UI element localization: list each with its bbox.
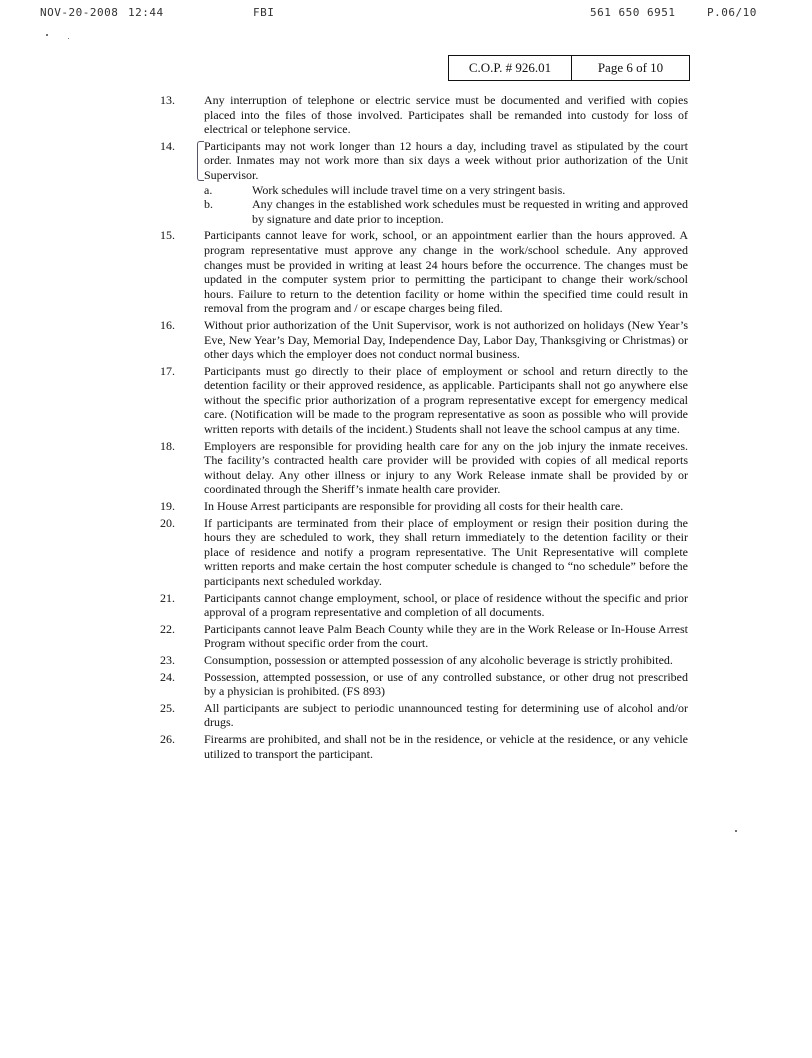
rule-21 bbox=[160, 591, 688, 620]
fax-date: NOV-20-2008 bbox=[40, 6, 119, 19]
rule-text: Participants cannot leave for work, school, or an appointment earlier than the hours approved. A program representative must approve any change in the work/school schedule. Any approved changes must be provided in writing at least 24 hours before the occurrence. The changes must be updated in the computer system prior to permitting the participant to change their work/school hours. Failure to return to the detention facility or home within the specified time could result in removal from the program and / or escape charges being filed. bbox=[204, 228, 688, 316]
rule-text: Participants must go directly to their place of employment or school and return directly to the detention facility or their approved residence, as applicable. Participants shall not go anywhere else without the specific prior authorization of a program representative except for emergency medical care. (Notification will be made to the program representative as soon as possible who will provide written reports with details of the incident.) Students shall not leave the school campus at any time. bbox=[204, 363, 688, 437]
rule-number: 21. bbox=[160, 590, 175, 605]
rule-text: Participants cannot change employment, school, or place of residence without the specific and prior approval of a program representative and completion of all documents. bbox=[204, 590, 688, 620]
rule-text: Firearms are prohibited, and shall not be in the residence, or vehicle at the residence, or any vehicle utilized to transport the participant. bbox=[204, 731, 688, 761]
handwritten-bracket-mark bbox=[197, 141, 204, 181]
sub-text: Any changes in the established work schedules must be requested in writing and approved by signature and date prior to inception. bbox=[252, 197, 688, 226]
rule-24 bbox=[160, 670, 688, 699]
rule-18 bbox=[160, 439, 688, 497]
rule-16 bbox=[160, 318, 688, 362]
rule-text: In House Arrest participants are responsible for providing all costs for their health care. bbox=[204, 499, 624, 514]
rule-number: 17. bbox=[160, 363, 175, 378]
rule-19 bbox=[160, 499, 688, 514]
rule-20 bbox=[160, 516, 688, 589]
fax-time: 12:44 bbox=[128, 6, 164, 19]
rule-25 bbox=[160, 701, 688, 730]
rule-text: All participants are subject to periodic unannounced testing for determining use of alcohol and/or drugs. bbox=[204, 700, 688, 730]
rule-text: Without prior authorization of the Unit Supervisor, work is not authorized on holidays (New Year’s Eve, New Year’s Day, Memorial Day, Independence Day, Labor Day, Thanksgiving or Christmas) or other days which the employer does not conduct normal business. bbox=[204, 317, 688, 362]
rule-number: 24. bbox=[160, 669, 175, 684]
rule-text: Possession, attempted possession, or use of any controlled substance, or other drug not prescribed by a physician is prohibited. (FS 893) bbox=[204, 669, 688, 699]
sub-letter: a. bbox=[204, 182, 213, 197]
fax-sender: FBI bbox=[253, 6, 275, 19]
fax-header bbox=[0, 6, 812, 26]
rule-number: 23. bbox=[160, 652, 175, 667]
rule-number: 20. bbox=[160, 515, 175, 530]
rule-number: 13. bbox=[160, 93, 175, 107]
scan-speck bbox=[68, 38, 69, 39]
scan-speck bbox=[46, 34, 48, 36]
page-indicator: Page 6 of 10 bbox=[597, 60, 664, 75]
rule-text: Participants cannot leave Palm Beach County while they are in the Work Release or In-House Arrest Program without specific order from the court. bbox=[204, 621, 688, 651]
rule-number: 15. bbox=[160, 228, 175, 243]
rule-number: 16. bbox=[160, 317, 175, 332]
rule-number: 26. bbox=[160, 731, 175, 746]
rule-number: 22. bbox=[160, 621, 175, 636]
sub-letter: b. bbox=[204, 197, 213, 212]
rule-number: 25. bbox=[160, 700, 175, 715]
document-reference-box bbox=[448, 55, 690, 81]
rule-14 bbox=[160, 139, 688, 227]
rule-14-sub-a bbox=[204, 183, 688, 198]
rule-number: 19. bbox=[160, 499, 175, 514]
rule-26 bbox=[160, 732, 688, 761]
fax-page-number: P.06/10 bbox=[707, 6, 757, 19]
cop-number: C.O.P. # 926.01 bbox=[449, 56, 572, 80]
rule-text: If participants are terminated from their place of employment or resign their position during the hours they are scheduled to work, they shall return immediately to the detention facility or their place of residence and notify a program representative. The Unit Representative will complete written reports and make certain the host computer schedule is changed to “no schedule” before the participants next scheduled workday. bbox=[204, 515, 688, 588]
fax-phone: 561 650 6951 bbox=[590, 6, 676, 19]
rule-text: Participants may not work longer than 12 hours a day, including travel as stipulated by the court order. Inmates may not work more than six days a week without prior authorization of the Unit Supervisor. bbox=[204, 138, 688, 182]
sub-text: Work schedules will include travel time on a very stringent basis. bbox=[252, 182, 566, 197]
rule-22 bbox=[160, 622, 688, 651]
rule-15 bbox=[160, 228, 688, 316]
rule-17 bbox=[160, 364, 688, 437]
rule-23 bbox=[160, 653, 688, 668]
scan-speck bbox=[735, 830, 737, 832]
rule-number: 18. bbox=[160, 438, 175, 453]
rule-text: Employers are responsible for providing health care for any on the job injury the inmate receives. The facility’s contracted health care provider will be provided with copies of all medical reports without delay. Any other illness or injury to any Work Release inmate shall be provided by or coordinated through the Sheriff’s inmate health care provider. bbox=[204, 438, 688, 497]
rule-number: 14. bbox=[160, 138, 175, 153]
rule-14-sub-b bbox=[204, 197, 688, 226]
rule-text: Consumption, possession or attempted possession of any alcoholic beverage is strictly prohibited. bbox=[204, 652, 673, 667]
rules-list bbox=[160, 93, 688, 763]
rule-text: Any interruption of telephone or electric service must be documented and verified with copies placed into the files of those involved. Participates shall be remanded into custody for loss of electrical or telephone service. bbox=[204, 93, 688, 137]
rule-13 bbox=[160, 93, 688, 137]
